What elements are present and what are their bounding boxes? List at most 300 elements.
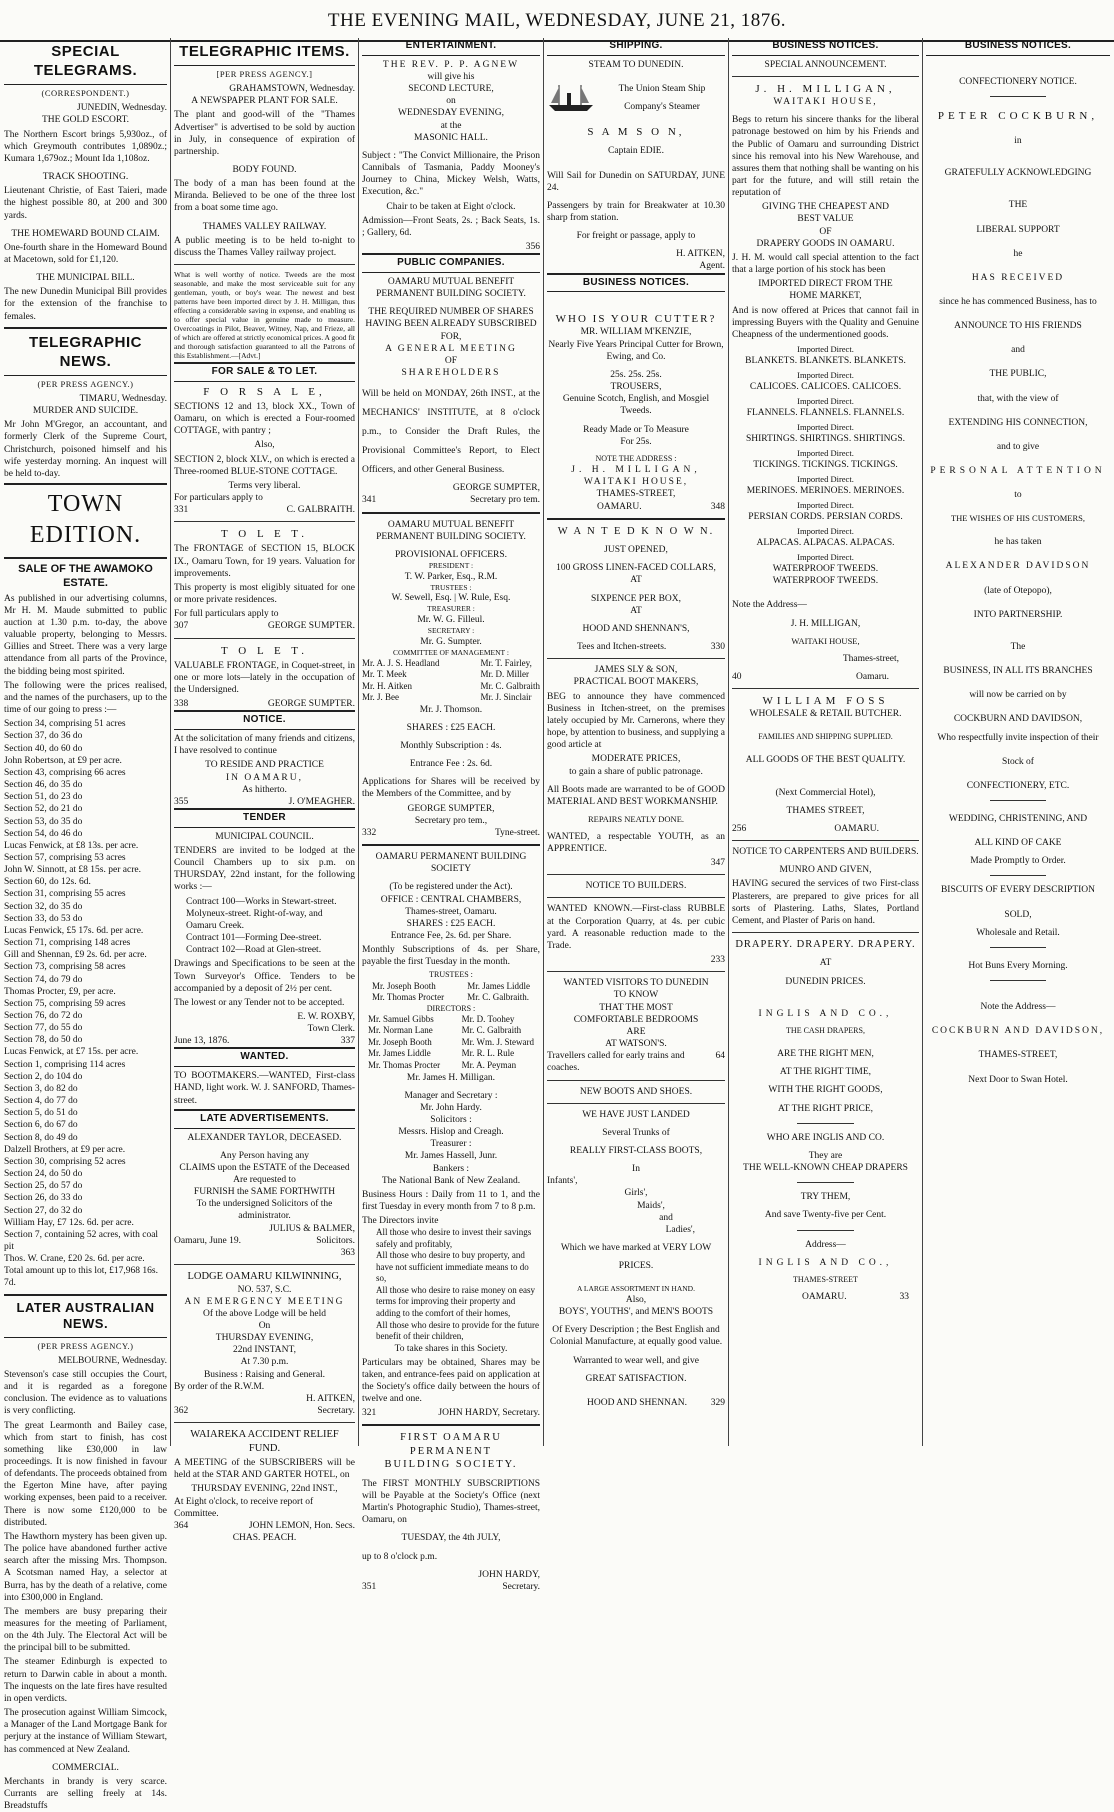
contract-line: Contract 102—Road at Glen-street.: [186, 945, 322, 956]
business-notices-heading: BUSINESS NOTICES.: [926, 38, 1110, 56]
ad-text: Captain EDIE.: [608, 146, 664, 157]
ad-text: 22nd INSTANT,: [233, 1345, 296, 1356]
masthead: THE EVENING MAIL, WEDNESDAY, JUNE 21, 1876.: [0, 0, 1114, 42]
directors-right: [462, 1014, 534, 1072]
section-line: Section 32, do 35 do: [4, 901, 83, 912]
item-text: A public meeting is to be held to-night to discuss the Thames Valley railway project.: [174, 235, 355, 258]
item-heading: COMMERCIAL.: [52, 1762, 119, 1773]
ad-text: In: [632, 1164, 640, 1175]
ad-signature: Hon. Secs.: [314, 1520, 355, 1531]
item-text: The Hawthorn mystery has been given up. The police have abandoned further active search after the missing Mrs. Thompson. A Scotsman named Hay, a selector at Burra, has by the death of a relative, come into £300,000 in England.: [4, 1531, 167, 1603]
ad-text: J. H. MILLIGAN,: [571, 465, 701, 476]
ad-text: to: [1014, 490, 1022, 501]
ad-text: BEST VALUE: [797, 214, 854, 225]
telegraphic-news-heading: TELEGRAPHIC NEWS.: [4, 327, 167, 376]
dateline: GRAHAMSTOWN, Wednesday.: [229, 84, 355, 95]
ad-title: F O R S A L E,: [203, 385, 326, 398]
ad-text: AN EMERGENCY MEETING: [184, 1296, 345, 1307]
ad-text: WITH THE RIGHT GOODS,: [768, 1085, 883, 1096]
ad-text: J. H. MILLIGAN,: [790, 618, 861, 629]
section-line: Section 37, do 36 do: [4, 731, 83, 742]
australian-news-heading: LATER AUSTRALIAN NEWS.: [4, 1294, 167, 1338]
ad-text: Mr. John Hardy.: [420, 1102, 482, 1113]
invites-list: [362, 1227, 540, 1342]
ad-text: TROUSERS,: [610, 382, 662, 393]
ad-number: 331: [174, 505, 189, 516]
ad-text: WEDNESDAY EVENING,: [398, 108, 504, 119]
column-rule: [922, 38, 923, 1446]
section-line: Section 53, do 35 do: [4, 816, 83, 827]
item-text: As published in our advertising columns, Mr H. M. Maude submitted to public auction at 1.30 p.m. to-day, the above valuable property, belonging to Messrs. Gillies and Street. There was a very large attendance from all parts of the Province, the bidding being most spirited.: [4, 593, 167, 677]
ad-title: WAIAREKA ACCIDENT RELIEF FUND.: [190, 1429, 339, 1454]
ad-text: The lowest or any Tender not to be accepted.: [174, 997, 345, 1008]
ad-text: VALUABLE FRONTAGE, in Coquet-street, in one or more lots—lately in the occupation of the Undersigned.: [174, 660, 355, 695]
section-line: Section 6, do 67 do: [4, 1120, 78, 1131]
column-5: [732, 38, 919, 1446]
ad-text: Girls',: [624, 1188, 648, 1199]
ad-text: Several Trunks of: [602, 1127, 670, 1138]
advt-text: What is well worthy of notice. Tweeds are the most seasonable, and make the most serviceable suit for any gentleman, youth, or boy's wear. The newest and best patterns have been imported direct by J. H. Milligan, thus effecting a considerable saving in expense, and enabling us to offer special value in genuine made to measure. Overcoatings in Pilot, Beaver, Witney, Nap, and Frieze, all of which are offered at strictly economical prices. A good fit and thorough satisfaction guaranteed to all the Patrons of this Establishment.—[Advt.]: [174, 270, 355, 361]
section-line: Thomas Procter, £9, per acre.: [4, 986, 116, 997]
ad-text: Of Every Description ; the Best English and Colonial Manufacture, at equally good value.: [549, 1325, 723, 1348]
ad-text: The Union Steam Ship: [618, 83, 706, 94]
ad-text: will now be carried on by: [969, 690, 1067, 701]
ad-text: Passengers by train for Breakwater at 10.30 sharp from station.: [547, 200, 725, 223]
goods-line: BLANKETS. BLANKETS. BLANKETS.: [745, 355, 906, 366]
ad-title: WILLIAM FOSS: [762, 694, 889, 707]
ad-text: ARE: [626, 1026, 646, 1037]
ad-text: They are: [808, 1150, 843, 1161]
ad-text: For particulars apply to: [174, 493, 263, 504]
ad-text: EXTENDING HIS CONNECTION,: [948, 417, 1088, 428]
ad-text: JUST OPENED,: [604, 545, 668, 556]
ad-text: Will be held on MONDAY, 26th INST., at the MECHANICS' INSTITUTE, at 8 o'clock p.m., to Consider the Draft Rules, the Provisional Committee's Report, to Elect Officers, and other General Business.: [362, 389, 540, 476]
ad-text: Nearly Five Years Principal Cutter for Brown, Ewing, and Co.: [548, 339, 724, 362]
director-name: Mr. Norman Lane: [368, 1025, 433, 1036]
ad-number: 332: [362, 827, 377, 838]
ad-number: 363: [340, 1247, 355, 1258]
ad-text: COMFORTABLE BEDROOMS: [573, 1014, 699, 1025]
ad-text: Subject : "The Convict Millionaire, the Prison Cannibals of Tasmania, Paddy Mooney's Journey to China, Mickey Welsh, Watts, Execution, &c.": [362, 150, 540, 198]
ad-text: TENDERS are invited to be lodged at the Council Chambers up to six p.m. on THURSDAY, 22nd instant, for the following works :—: [174, 845, 355, 893]
ad-text: THAT THE MOST: [599, 1002, 673, 1013]
item-heading: A NEWSPAPER PLANT FOR SALE.: [191, 96, 338, 107]
section-line: Section 33, do 53 do: [4, 913, 83, 924]
section-line: Section 4, do 77 do: [4, 1096, 78, 1107]
director-name: Mr. Wm. J. Steward: [461, 1036, 534, 1047]
item-text: The body of a man has been found at the Miranda. Believed to be one of the three lost from a boat some time ago.: [174, 179, 355, 214]
ad-title: J. H. MILLIGAN,: [755, 82, 896, 95]
ad-text: T. W. Parker, Esq., R.M.: [404, 571, 498, 582]
ad-title: T O L E T.: [221, 644, 308, 657]
ad-text: W. Sewell, Esq. | W. Rule, Esq.: [391, 593, 511, 604]
ad-text: A MEETING of the SUBSCRIBERS will be held at the STAR AND GARTER HOTEL, on: [174, 1458, 355, 1481]
column-rule: [170, 38, 171, 1446]
ad-text: SECTIONS 12 and 13, block XX., Town of Oamaru, on which is erected a Four-roomed COTTAGE, with pantry ;: [174, 401, 355, 437]
item-text: Mr John M'Gregor, an accountant, and formerly Clerk of the Supreme Court, Christchurch, poisoned himself and his wife yesterday morning. An inquest will be held to-day.: [4, 420, 167, 479]
ad-text: NO. 537, S.C.: [237, 1284, 292, 1295]
notice-heading: NOTICE.: [174, 710, 355, 730]
contract-line: Molyneux-street. Right-of-way, and: [186, 908, 323, 919]
wanted-heading: WANTED.: [174, 1047, 355, 1067]
section-line: Section 73, comprising 58 acres: [4, 962, 126, 973]
ad-text: Ladies',: [665, 1224, 695, 1235]
ad-text: At the solicitation of many friends and citizens, I have resolved to continue: [174, 734, 355, 757]
section-line: Section 43, comprising 66 acres: [4, 767, 126, 778]
trustee-name: Mr. C. Galbraith.: [467, 992, 529, 1003]
ad-text: since he has commenced Business, has to: [939, 296, 1097, 307]
section-line: Section 8, do 49 do: [4, 1132, 78, 1143]
ad-text: that, with the view of: [977, 393, 1059, 404]
ad-text: And is now offered at Prices that cannot fail in impressing Buyers with the Quality and Genuine Cheapness of the undermentioned goods.: [732, 305, 919, 340]
subheading: [PER PRESS AGENCY.]: [216, 69, 313, 80]
ad-text: Are requested to: [233, 1174, 296, 1185]
ad-text: Business Hours : Daily from 11 to 1, and the first Tuesday in every month from 7 to 8 p.m.: [362, 1189, 540, 1213]
imported-direct-label: Imported Direct.: [797, 370, 854, 381]
ad-number: 330: [710, 642, 725, 653]
ad-text: to gain a share of public patronage.: [569, 766, 703, 777]
ad-signature: J. O'MEAGHER.: [288, 796, 355, 807]
ad-signature: GEORGE SUMPTER.: [267, 621, 355, 632]
imported-direct-label: Imported Direct.: [797, 396, 854, 407]
goods-line: PERSIAN CORDS. PERSIAN CORDS.: [748, 512, 903, 523]
ad-text: The FRONTAGE of SECTION 15, BLOCK IX., Oamaru Town, for 19 years. Valuation for improvements.: [174, 544, 355, 579]
ad-signature: Secretary.: [502, 1581, 540, 1592]
ad-signature: Secretary.: [317, 1406, 355, 1417]
ad-signature: Secretary pro tem.,: [414, 815, 488, 826]
section-line: Section 74, do 79 do: [4, 974, 83, 985]
goods-line: MERINOES. MERINOES. MERINOES.: [746, 486, 905, 497]
ad-text: Entrance Fee, 2s. 6d. per Share.: [390, 930, 512, 941]
ad-text: THE REQUIRED NUMBER OF SHARES HAVING BEEN ALREADY SUBSCRIBED FOR,: [365, 307, 537, 342]
ad-text: Note the Address—: [980, 1002, 1056, 1013]
ad-number: 351: [362, 1581, 377, 1592]
directors-left: [368, 1014, 440, 1072]
ad-text: OAMARU.: [802, 1292, 847, 1303]
director-name: Mr. D. Toohey: [461, 1013, 515, 1024]
ad-text: he: [1013, 248, 1023, 259]
sections-list: [4, 888, 167, 1289]
ad-title: MUNICIPAL COUNCIL.: [215, 831, 314, 842]
ad-title: STEAM TO DUNEDIN.: [588, 59, 684, 70]
ad-title: NEW BOOTS AND SHOES.: [579, 1086, 693, 1097]
ad-text: HAVING secured the services of two First-class Plasterers, are prepared to give prices for all sorts of Plastering. Laths, Slates, Portland Cement, and Plaster of Paris on hand.: [732, 879, 919, 926]
imported-direct-label: Imported Direct.: [797, 474, 854, 485]
section-line: Section 31, comprising 55 acres: [4, 889, 126, 900]
ad-text: ARE THE RIGHT MEN,: [777, 1049, 874, 1060]
ad-signature: JOHN HARDY,: [478, 1569, 540, 1580]
ad-text: Of the above Lodge will be held: [203, 1308, 326, 1319]
ad-number: 64: [715, 1051, 725, 1062]
ad-text: Warranted to wear well, and give: [573, 1355, 699, 1366]
ad-text: he has taken: [994, 537, 1042, 548]
ad-number: 256: [732, 823, 747, 834]
ad-text: TO RESIDE AND PRACTICE: [205, 760, 324, 771]
ad-title: DRAPERY. DRAPERY. DRAPERY.: [735, 938, 916, 950]
imported-direct-label: Imported Direct.: [797, 344, 854, 354]
ad-number: 356: [525, 241, 540, 252]
goods-line: SHIRTINGS. SHIRTINGS. SHIRTINGS.: [745, 433, 905, 444]
ad-text: Mr. W. G. Filleul.: [417, 615, 485, 626]
ad-title: CONFECTIONERY NOTICE.: [959, 76, 1077, 87]
ad-title: WANTED VISITORS TO DUNEDIN: [563, 978, 709, 989]
ad-text: REALLY FIRST-CLASS BOOTS,: [569, 1145, 703, 1156]
column-rule: [728, 38, 729, 1446]
ad-text: OF: [444, 355, 458, 366]
ad-text: Particulars may be obtained, Shares may be taken, and entrance-fees paid on application at the Society's office daily between the hours of twelve and one.: [362, 1357, 540, 1405]
section-line: Section 7, containing 52 acres, with coal pit: [4, 1229, 159, 1252]
column-3: [362, 38, 540, 1592]
ad-number: 321: [362, 1408, 377, 1419]
ad-text: ALL GOODS OF THE BEST QUALITY.: [745, 755, 906, 766]
ad-text: 25s. 25s. 25s.: [610, 369, 662, 380]
ad-text: ALL KIND OF CAKE: [974, 838, 1062, 849]
ad-text: WE HAVE JUST LANDED: [582, 1109, 690, 1120]
section-line: Section 77, do 55 do: [4, 1023, 83, 1034]
ad-text: in: [1014, 136, 1022, 147]
director-name: Mr. Thomas Procter: [368, 1060, 441, 1070]
ad-text: COMMITTEE OF MANAGEMENT :: [393, 647, 509, 657]
ad-number: 307: [174, 621, 189, 632]
ad-number: 348: [710, 501, 725, 512]
ad-number: 364: [174, 1520, 189, 1531]
town-edition-heading: TOWN EDITION.: [4, 483, 167, 558]
ad-signature: C. GALBRAITH.: [286, 505, 355, 516]
item-heading: THE MUNICIPAL BILL.: [36, 273, 135, 284]
ad-text: Next Door to Swan Hotel.: [968, 1074, 1068, 1085]
ad-text: To take shares in this Society.: [394, 1343, 508, 1354]
ad-text: WAITAKI HOUSE,: [773, 97, 878, 108]
section-line: Section 27, do 32 do: [4, 1205, 83, 1216]
ad-text: Made Promptly to Order.: [970, 856, 1066, 867]
ad-text: TO KNOW: [613, 990, 659, 1001]
ad-title: FIRST OAMARU PERMANENT: [400, 1432, 502, 1457]
ad-text: THAMES-STREET,: [978, 1050, 1058, 1061]
section-line: Section 3, do 82 do: [4, 1083, 78, 1094]
ad-text: WANTED KNOWN.—First-class RUBBLE at the Corporation Quarry, at 4s. per cubic yard. A reasonable reduction made to the Trade.: [547, 904, 725, 951]
ad-text: AT: [630, 605, 642, 616]
ad-text: FURNISH the SAME FORTHWITH: [193, 1187, 336, 1198]
ad-text: SECRETARY :: [427, 626, 475, 636]
ad-text: LIBERAL SUPPORT: [976, 224, 1060, 235]
ad-text: Chair to be taken at Eight o'clock.: [386, 201, 516, 212]
ad-text: GIVING THE CHEAPEST AND: [761, 202, 890, 213]
section-line: William Hay, £7 12s. 6d. per acre.: [4, 1217, 134, 1228]
ad-text: SECTION 2, block XLV., on which is erected a Three-roomed BLUE-STONE COTTAGE.: [174, 454, 355, 477]
ad-text: TREASURER :: [427, 604, 475, 614]
sections-list: [4, 718, 167, 888]
ad-title: WHO IS YOUR CUTTER?: [555, 313, 717, 326]
director-name: Mr. A. Peyman: [461, 1060, 517, 1070]
ad-text: Which we have marked at VERY LOW: [560, 1243, 712, 1254]
ad-text: will give his: [427, 71, 475, 82]
ad-text: Oamaru.: [856, 671, 889, 682]
ad-text: (To be registered under the Act).: [389, 882, 513, 893]
contract-line: Oamaru Creek.: [186, 920, 245, 931]
ad-title: NOTICE TO CARPENTERS AND BUILDERS.: [732, 847, 919, 858]
ad-text: GRATEFULLY ACKNOWLEDGING: [944, 168, 1092, 179]
item-text: The new Dunedin Municipal Bill provides for the extension of the franchise to females.: [4, 287, 167, 322]
ad-text: BUSINESS, IN ALL ITS BRANCHES: [943, 666, 1093, 677]
ad-text: Company's Steamer: [624, 102, 700, 113]
ad-signature: GEORGE SUMPTER,: [452, 483, 540, 494]
section-line: Section 78, do 50 do: [4, 1035, 83, 1046]
imported-direct-label: Imported Direct.: [797, 500, 854, 511]
ad-text: CONFECTIONERY, ETC.: [966, 780, 1070, 791]
section-line: Section 30, comprising 52 acres: [4, 1156, 126, 1167]
ad-text: DUNEDIN PRICES.: [785, 976, 866, 987]
item-heading: THE GOLD ESCORT.: [41, 115, 130, 126]
ad-signature: JULIUS & BALMER,: [269, 1223, 355, 1234]
ad-date: June 13, 1876.: [174, 1036, 230, 1047]
ad-text: J. H. M. would call special attention to the fact that a large portion of his stock has been: [732, 252, 919, 276]
column-2: [174, 38, 355, 1544]
ad-text: (Next Commercial Hotel),: [775, 787, 876, 798]
ad-text: HOME MARKET,: [789, 291, 862, 302]
ad-text: OAMARU.: [597, 501, 642, 512]
ad-text: THURSDAY EVENING,: [215, 1333, 314, 1344]
trustees-left: [372, 981, 444, 1004]
ad-text: For full particulars apply to: [174, 609, 279, 620]
ad-text: Hot Buns Every Morning.: [968, 960, 1068, 971]
ad-text: Monthly Subscriptions of 4s. per Share, payable the first Tuesday in the month.: [362, 945, 540, 968]
section-line: Section 75, comprising 59 acres: [4, 998, 126, 1009]
director-name: Mr. Samuel Gibbs: [368, 1013, 434, 1024]
ad-signature: Town Clerk.: [307, 1024, 355, 1035]
ad-title: JAMES SLY & SON,: [594, 665, 678, 676]
section-line: Section 60, do 12s. 6d.: [4, 877, 91, 888]
ad-text: at the: [440, 120, 462, 131]
ad-signature: Tyne-street.: [495, 827, 540, 838]
ad-text: WAITAKI HOUSE,: [583, 477, 689, 488]
ad-text: WAITAKI HOUSE,: [791, 635, 860, 646]
ad-title: ALEXANDER TAYLOR, DECEASED.: [187, 1132, 342, 1143]
ad-text: Business : Raising and General.: [203, 1369, 326, 1380]
ad-text: THE PUBLIC,: [989, 369, 1047, 380]
ad-signature: GEORGE SUMPTER,: [407, 803, 495, 814]
ad-text: Genuine Scotch, English, and Mosgiel Tweeds.: [562, 394, 710, 417]
goods-line: WATERPROOF TWEEDS.: [772, 564, 879, 575]
section-line: Section 76, do 72 do: [4, 1011, 83, 1021]
ad-text: All Boots made are warranted to be of GOOD MATERIAL AND BEST WORKMANSHIP.: [547, 784, 725, 807]
item-heading: THAMES VALLEY RAILWAY.: [202, 221, 327, 232]
ad-text: BOYS', YOUTHS', and MEN'S BOOTS: [558, 1307, 714, 1318]
ad-signature: Secretary pro tem.: [470, 495, 540, 506]
ad-text: Mr. James H. Milligan.: [406, 1072, 496, 1083]
committee-member: Mr. C. Galbraith: [480, 680, 540, 691]
item-text: The great Learmonth and Bailey case, which from start to finish, has cost something like £30,000 in law proceedings. It is now finished in favour of defendants. The proceeds obtained from the Egerton Mine have, after paying working expenses, been paid to a receiver. There is now some £120,000 to be distributed.: [4, 1420, 167, 1528]
ad-signature: H. AITKEN,: [306, 1393, 355, 1404]
ad-text: HOOD AND SHENNAN'S,: [582, 623, 690, 634]
ad-text: PERSONAL ATTENTION: [930, 466, 1106, 477]
entertainment-heading: ENTERTAINMENT.: [362, 38, 540, 56]
ad-text: Applications for Shares will be received by the Members of the Committee, and by: [362, 777, 540, 800]
ad-text: Bankers :: [432, 1163, 470, 1174]
ad-title: LODGE OAMARU KILWINNING,: [187, 1271, 342, 1283]
ad-text: Thames-street, Oamaru.: [405, 906, 497, 917]
dateline: TIMARU, Wednesday.: [79, 394, 167, 404]
section-line: Section 54, do 46 do: [4, 828, 83, 839]
ad-text: A LARGE ASSORTMENT IN HAND.: [577, 1284, 695, 1294]
section-line: Lucas Fenwick, £5 17s. 6d. per acre.: [4, 925, 144, 936]
item-heading: TRACK SHOOTING.: [42, 172, 129, 183]
section-line: Section 57, comprising 53 acres: [4, 852, 126, 863]
invite-line: All those who desire to raise money on easy terms for improving their property and adding to the comfort of their homes,: [376, 1284, 535, 1318]
special-telegrams-heading: SPECIAL TELEGRAMS.: [4, 38, 167, 85]
ad-text: INGLIS AND CO.,: [758, 1008, 893, 1019]
ad-text: Entrance Fee : 2s. 6d.: [409, 759, 493, 770]
ad-text: To the undersigned Solicitors of the administrator.: [196, 1199, 333, 1222]
goods-line: ALPACAS. ALPACAS. ALPACAS.: [756, 538, 895, 549]
ad-text: Drawings and Specifications to be seen at the Town Surveyor's Office. Tenders to be accompanied by a deposit of 2½ per cent.: [174, 959, 355, 994]
ad-text: 100 GROSS LINEN-FACED COLLARS,: [556, 563, 716, 574]
item-text: The steamer Edinburgh is expected to return to Darwin cable in about a month. The inquests on the late fires have resulted in open verdicts.: [4, 1657, 167, 1704]
section-line: Lucas Fenwick, at £7 15s. per acre.: [4, 1047, 139, 1058]
section-line: Gill and Shennan, £9 2s. 6d. per acre.: [4, 950, 147, 961]
ad-text: WHO ARE INGLIS AND CO.: [766, 1132, 885, 1143]
ad-text: on: [446, 96, 456, 107]
ad-text: Stock of: [1002, 756, 1034, 767]
ad-signature: JOHN LEMON,: [248, 1520, 312, 1531]
item-text: Stevenson's case still occupies the Court, and it is regarded as a foregone conclusion. The evidence as to valuations is very conflicting.: [4, 1369, 167, 1417]
contract-line: Contract 100—Works in Stewart-street.: [186, 896, 337, 907]
committee-member: Mr. H. Aitken: [362, 680, 413, 691]
awamoko-heading: SALE OF THE AWAMOKO ESTATE.: [18, 562, 153, 589]
ad-signature: HOOD AND SHENNAN.: [587, 1397, 688, 1408]
ad-text: WANTED, a respectable YOUTH, as an APPRENTICE.: [547, 831, 725, 855]
imported-direct-label: Imported Direct.: [797, 526, 854, 537]
imported-direct-label: Imported Direct.: [797, 552, 854, 563]
ad-text: Wholesale and Retail.: [976, 927, 1060, 938]
item-text: One-fourth share in the Homeward Bound at Macetown, sold for £1,120.: [4, 242, 167, 265]
ad-text: INTO PARTNERSHIP.: [973, 609, 1063, 620]
committee-member: Mr. J. Sinclair: [480, 692, 532, 703]
ad-text: CLAIMS upon the ESTATE of the Deceased: [179, 1162, 350, 1173]
goods-line: FLANNELS. FLANNELS. FLANNELS.: [746, 407, 905, 418]
ad-text: THAMES-STREET,: [596, 489, 676, 500]
dateline: JUNEDIN, Wednesday.: [77, 103, 167, 114]
section-line: Thos. W. Crane, £20 2s. 6d. per acre.: [4, 1254, 145, 1265]
ad-text: By order of the R.W.M.: [174, 1381, 265, 1392]
ad-text: SHARES : £25 EACH.: [406, 722, 496, 733]
director-name: Mr. R. L. Rule: [461, 1048, 515, 1059]
ad-title: BUILDING SOCIETY.: [384, 1459, 518, 1471]
ad-text: TRUSTEES :: [429, 970, 473, 980]
ad-text: MR. WILLIAM M'KENZIE,: [580, 327, 692, 338]
ad-text: PRESIDENT :: [428, 560, 474, 570]
section-line: Section 40, do 60 do: [4, 743, 83, 754]
ad-text: For freight or passage, apply to: [576, 231, 696, 242]
ad-number: 33: [899, 1292, 909, 1303]
ad-text: Terms very liberal.: [228, 480, 301, 491]
ad-text: up to 8 o'clock p.m.: [362, 1551, 438, 1562]
director-name: Mr. C. Galbraith: [461, 1025, 522, 1036]
ad-text: Maids',: [637, 1200, 665, 1211]
ad-title: T O L E T.: [221, 528, 308, 541]
ad-text: The Directors invite: [362, 1216, 439, 1227]
ad-number: 362: [174, 1406, 189, 1417]
ad-text: SOLD,: [1004, 909, 1032, 920]
committee-member: Mr. T. Meek: [362, 669, 407, 680]
ad-text: TRUSTEES :: [430, 582, 472, 592]
ad-text: IMPORTED DIRECT FROM THE: [758, 279, 893, 290]
column-rule: [358, 38, 359, 1446]
ad-text: MASONIC HALL.: [414, 132, 488, 143]
business-notices-heading: BUSINESS NOTICES.: [732, 38, 919, 56]
shipping-heading: SHIPPING.: [547, 38, 725, 56]
section-line: Section 71, comprising 148 acres: [4, 938, 131, 949]
section-line: Section 2, do 104 do: [4, 1071, 83, 1082]
